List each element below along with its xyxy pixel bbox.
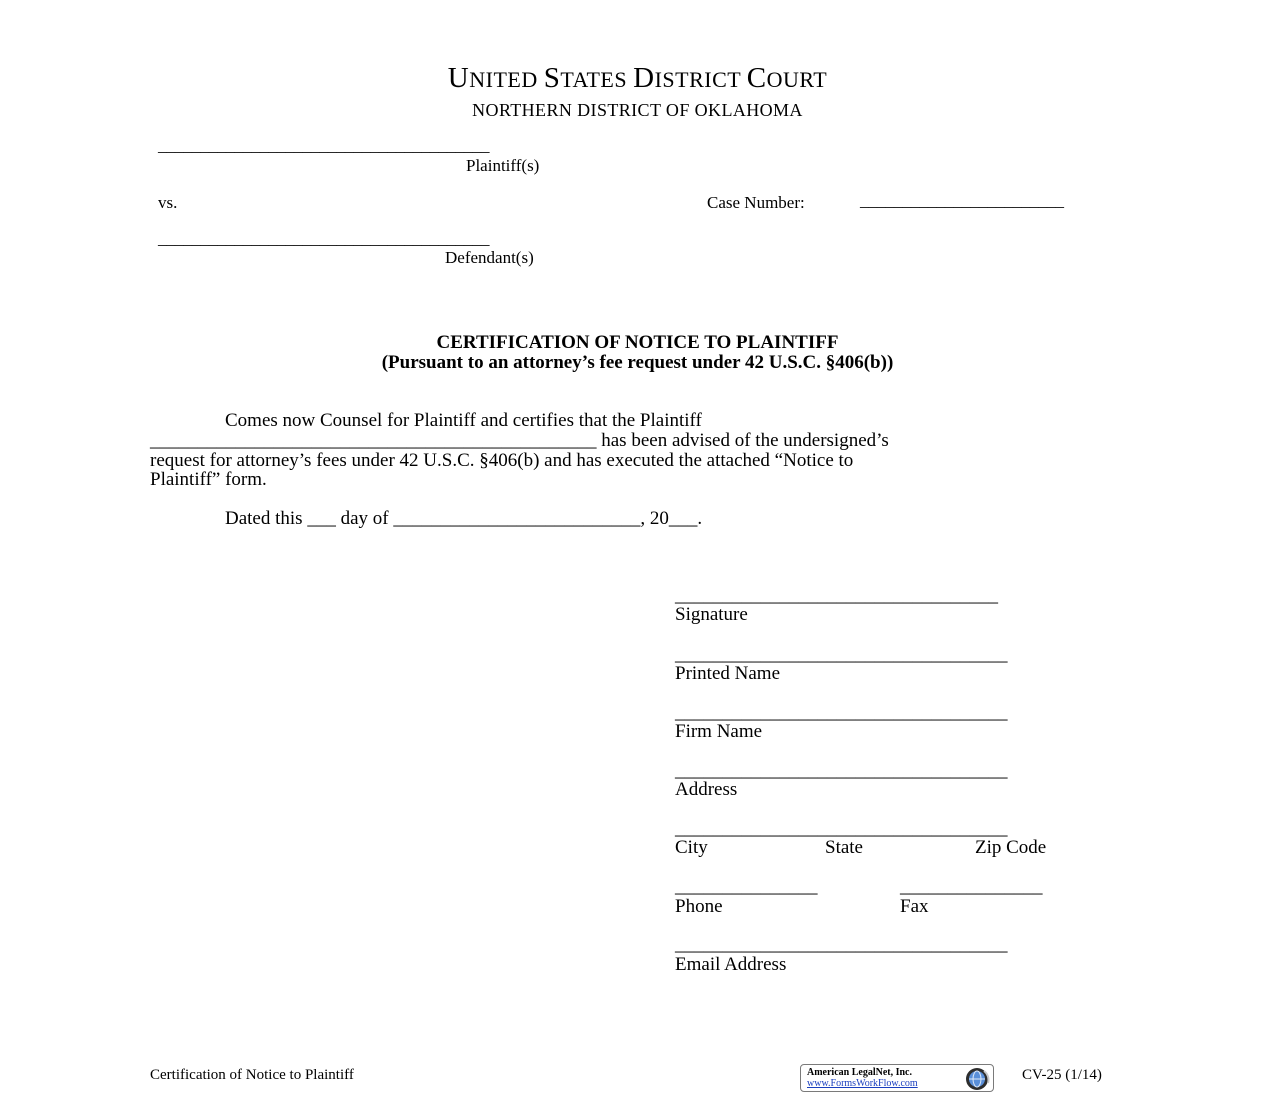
city-label: City xyxy=(675,837,708,858)
body-line-1: Comes now Counsel for Plaintiff and certifies that the Plaintiff xyxy=(225,410,702,431)
printed-name-label: Printed Name xyxy=(675,663,781,684)
body-line-3: request for attorney’s fees under 42 U.S.C. §406(b) and has executed the attached “Notice to xyxy=(150,450,854,471)
document-title: CERTIFICATION OF NOTICE TO PLAINTIFF xyxy=(436,332,839,353)
fax-blank[interactable]: _______________ xyxy=(900,876,1043,897)
logo-company-name: American LegalNet, Inc. xyxy=(807,1067,912,1078)
address-blank[interactable]: ___________________________________ xyxy=(675,760,1008,781)
firm-name-label: Firm Name xyxy=(675,721,763,742)
plaintiff-blank[interactable]: _______________________________________ xyxy=(158,136,490,155)
court-title: UNITED STATES DISTRICT COURT xyxy=(447,62,828,94)
body-line-4: Plaintiff” form. xyxy=(150,469,267,490)
document-subtitle: (Pursuant to an attorney’s fee request under 42 U.S.C. §406(b)) xyxy=(381,352,894,373)
signature-blank[interactable]: __________________________________ xyxy=(675,585,998,606)
dated-line[interactable]: Dated this ___ day of __________________________, 20___. xyxy=(225,508,703,529)
defendant-label: Defendant(s) xyxy=(445,248,534,267)
printed-name-blank[interactable]: ___________________________________ xyxy=(675,644,1008,665)
firm-name-blank[interactable]: ___________________________________ xyxy=(675,702,1008,723)
zip-code-label: Zip Code xyxy=(975,837,1047,858)
email-blank[interactable]: ___________________________________ xyxy=(675,934,1008,955)
defendant-blank[interactable]: _______________________________________ xyxy=(158,229,490,248)
case-number-blank[interactable]: ________________________ xyxy=(860,191,1064,210)
logo-url-link[interactable]: www.FormsWorkFlow.com xyxy=(807,1078,918,1089)
footer-form-name: Certification of Notice to Plaintiff xyxy=(150,1067,354,1083)
plaintiff-label: Plaintiff(s) xyxy=(466,156,540,175)
city-state-zip-blank[interactable]: ___________________________________ xyxy=(675,818,1008,839)
case-number-label: Case Number: xyxy=(707,193,805,212)
vs-label: vs. xyxy=(158,193,178,212)
state-label: State xyxy=(825,837,863,858)
phone-blank[interactable]: _______________ xyxy=(675,876,818,897)
district-name: NORTHERN DISTRICT OF OKLAHOMA xyxy=(472,100,803,120)
address-label: Address xyxy=(675,779,738,800)
phone-label: Phone xyxy=(675,896,723,917)
globe-icon xyxy=(964,1066,990,1092)
signature-label: Signature xyxy=(675,604,748,625)
fax-label: Fax xyxy=(900,896,929,917)
american-legalnet-logo[interactable] xyxy=(800,1064,994,1092)
footer-form-code: CV-25 (1/14) xyxy=(1022,1067,1102,1083)
email-label: Email Address xyxy=(675,954,787,975)
body-line-2[interactable]: _______________________________________________ has been advised of the undersigned’s xyxy=(150,430,889,451)
